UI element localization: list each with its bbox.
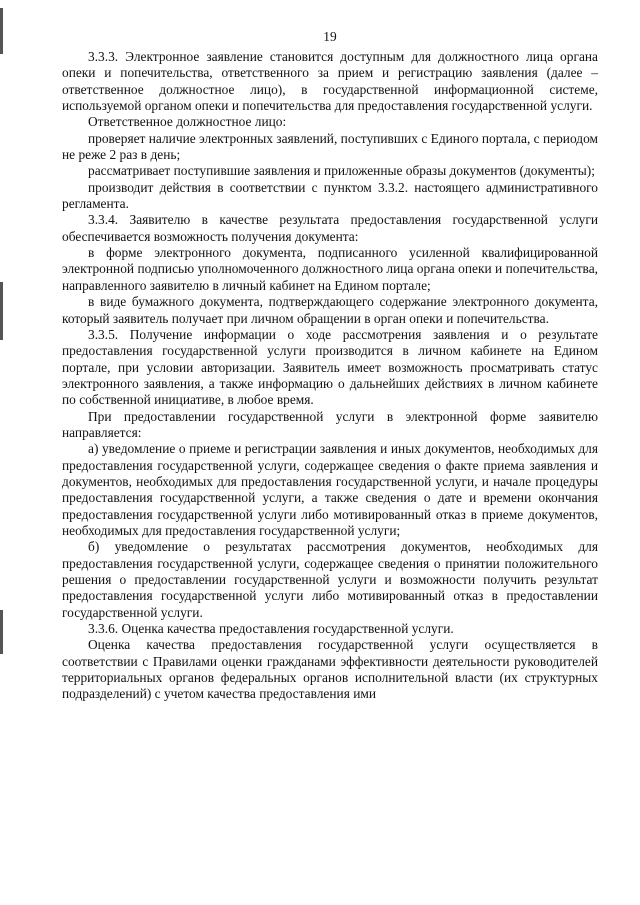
document-page [62,28,598,703]
paragraph-3-3-3: 3.3.3. Электронное заявление становится доступным для должностного лица органа опеки и попечительства, ответственного за прием и регистрацию заявления (далее – ответственное должностное лицо), в государственной информационной системе, используемой органом опеки и попечительства для предоставления государственной услуги. [62,49,598,114]
paragraph-3-3-4: 3.3.4. Заявителю в качестве результата предоставления государственной услуги обеспечивается возможность получения документа: [62,212,598,244]
paragraph-performs-actions: производит действия в соответствии с пунктом 3.3.2. настоящего административного регламента. [62,179,598,212]
paragraph-electronic-document: в форме электронного документа, подписанного усиленной квалифицированной электронной подписью уполномоченного должностного лица органа опеки и попечительства, направленного заявителю в личный кабинет на Едином портале; [62,245,598,293]
paragraph-3-3-6: 3.3.6. Оценка качества предоставления государственной услуги. [88,621,454,637]
paragraph-electronic-form-intro: При предоставлении государственной услуги в электронной форме заявителю направляется: [62,408,598,440]
scan-edge-mark [0,282,3,340]
paragraph-paper-document: в виде бумажного документа, подтверждающего содержание электронного документа, который заявитель получает при личном обращении в орган опеки и попечительства. [62,294,598,326]
scan-edge-mark [0,610,3,654]
paragraph-quality-assessment: Оценка качества предоставления государственной услуги осуществляется в соответствии с Правилами оценки гражданами эффективности деятельности руководителей территориальных органов федеральных органов исполнительной власти (их структурных подразделений) с учетом качества предоставления ими [62,637,598,702]
scan-edge-mark [0,8,3,54]
paragraph-reviews-applications: рассматривает поступившие заявления и приложенные образы документов (документы); [88,163,595,179]
paragraph-3-3-5: 3.3.5. Получение информации о ходе рассмотрения заявления и о результате предоставления государственной услуги производится в личном кабинете на Едином портале, при условии авторизации. Заявитель имеет возможность просматривать статус электронного заявления, а также информацию о дальнейших действиях в личном кабинете по собственной инициативе, в любое время. [62,326,598,408]
page-number: 19 [323,29,337,44]
paragraph-responsible-official: Ответственное должностное лицо: [88,114,287,130]
paragraph-notification-b: б) уведомление о результатах рассмотрения документов, необходимых для предоставления государственной услуги, содержащее сведения о принятии положительного решения о предоставлении государственной услуги и возможности получить результат предоставления государственной услуги либо мотивированный отказ в предоставлении государственной услуги. [62,539,598,620]
paragraph-checks-applications: проверяет наличие электронных заявлений, поступивших с Единого портала, с периодом не реже 2 раз в день; [62,130,598,163]
paragraph-notification-a: а) уведомление о приеме и регистрации заявления и иных документов, необходимых для предоставления государственной услуги, содержащее сведения о факте приема заявления и документов, необходимых для предоставления государственной услуги, и начале процедуры предоставления государственной услуги, а также сведения о дате и времени окончания предоставления государственной услуги либо мотивированный отказ в приеме документов, необходимых для предоставления государственной услуги; [62,441,598,538]
